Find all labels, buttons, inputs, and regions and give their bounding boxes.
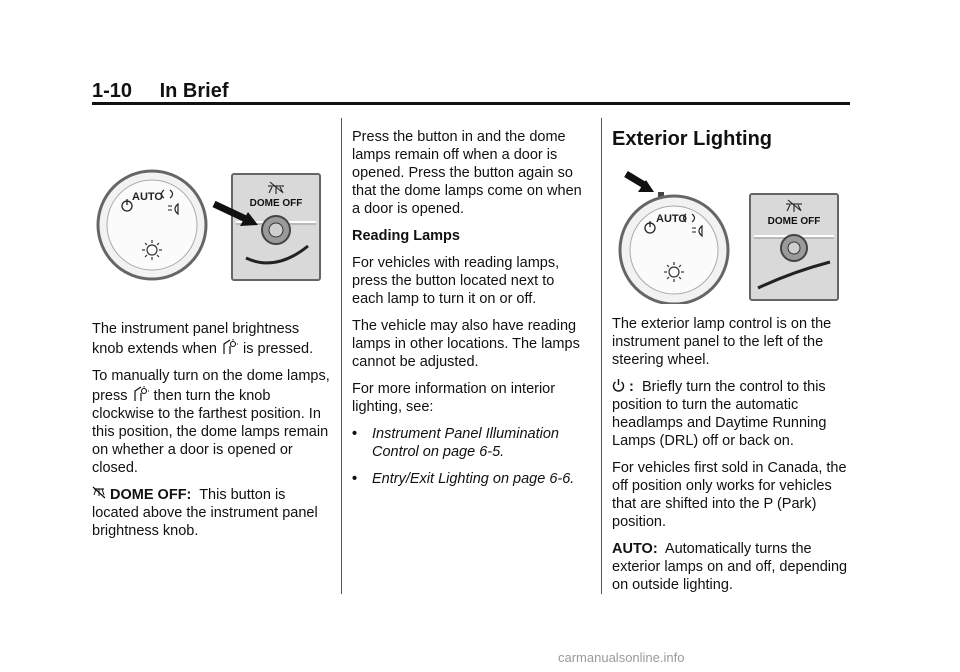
dome-off-label: DOME OFF [249, 198, 303, 209]
watermark: carmanualsonline.info [558, 650, 685, 665]
paragraph-dome-button: Press the button in and the dome lamps remain off when a door is opened. Press the button again so that the dome lamps come on when a door is opened. [352, 129, 582, 217]
paragraph-brightness: The instrument panel brightness knob extends when is pressed. [92, 321, 314, 357]
dome-off-label: DOME OFF [767, 216, 821, 227]
link-instrument-panel-illumination[interactable]: Instrument Panel Illumination Control on page 6-5. [372, 426, 559, 460]
auto-label: AUTO [656, 213, 687, 225]
page-header [92, 80, 229, 103]
power-icon [612, 378, 625, 392]
dome-off-label: DOME OFF: [110, 487, 192, 503]
subheading-reading-lamps: Reading Lamps [352, 228, 460, 244]
paragraph-auto: AUTO: Automatically turns the exterior lamps on and off, depending on outside lighting. [612, 541, 848, 593]
paragraph-off-position: : Briefly turn the control to this position to turn the automatic headlamps and Daytime Running Lamps (DRL) off or back on. [612, 379, 827, 449]
paragraph-canada: For vehicles first sold in Canada, the off position only works for vehicles that are shifted into the P (Park) position. [612, 460, 847, 530]
brightness-knob-illustration [96, 168, 324, 286]
brightness-knob-icon [132, 385, 150, 403]
auto-label: AUTO: [612, 541, 658, 557]
header-rule [92, 102, 850, 105]
paragraph-more-info: For more information on interior lighting, see: [352, 381, 556, 415]
list-item[interactable] [352, 470, 588, 488]
bullet: • [352, 471, 358, 487]
heading-exterior-lighting: Exterior Lighting [612, 128, 772, 150]
bullet: • [352, 426, 358, 442]
column-divider-2 [601, 118, 602, 594]
list-item[interactable] [352, 425, 588, 461]
paragraph-exterior-control: The exterior lamp control is on the instrument panel to the left of the steering wheel. [612, 316, 832, 368]
paragraph-manual-dome: To manually turn on the dome lamps, press then turn the knob clockwise to the farthest position. In this position, the dome lamps remain on whether a door is opened or closed. [92, 368, 330, 476]
paragraph-other-lamps: The vehicle may also have reading lamps in other locations. The lamps cannot be adjusted. [352, 318, 580, 370]
column-2 [352, 128, 588, 497]
column-divider-1 [341, 118, 342, 594]
link-entry-exit-lighting[interactable]: Entry/Exit Lighting on page 6-6. [372, 471, 575, 487]
brightness-knob-icon [221, 338, 239, 356]
auto-label: AUTO [132, 191, 163, 203]
pointer-arrow [626, 174, 654, 192]
paragraph-reading-lamps: For vehicles with reading lamps, press the button located next to each lamp to turn it on or off. [352, 255, 560, 307]
exterior-lamp-control-illustration [612, 168, 844, 304]
page-number: 1-10 [92, 80, 133, 102]
dome-lamp-off-icon [92, 486, 106, 500]
section-title: In Brief [159, 80, 229, 102]
paragraph-dome-off: DOME OFF: This button is located above the instrument panel brightness knob. [92, 487, 318, 539]
column-1 [92, 320, 330, 549]
column-3 [612, 315, 850, 603]
